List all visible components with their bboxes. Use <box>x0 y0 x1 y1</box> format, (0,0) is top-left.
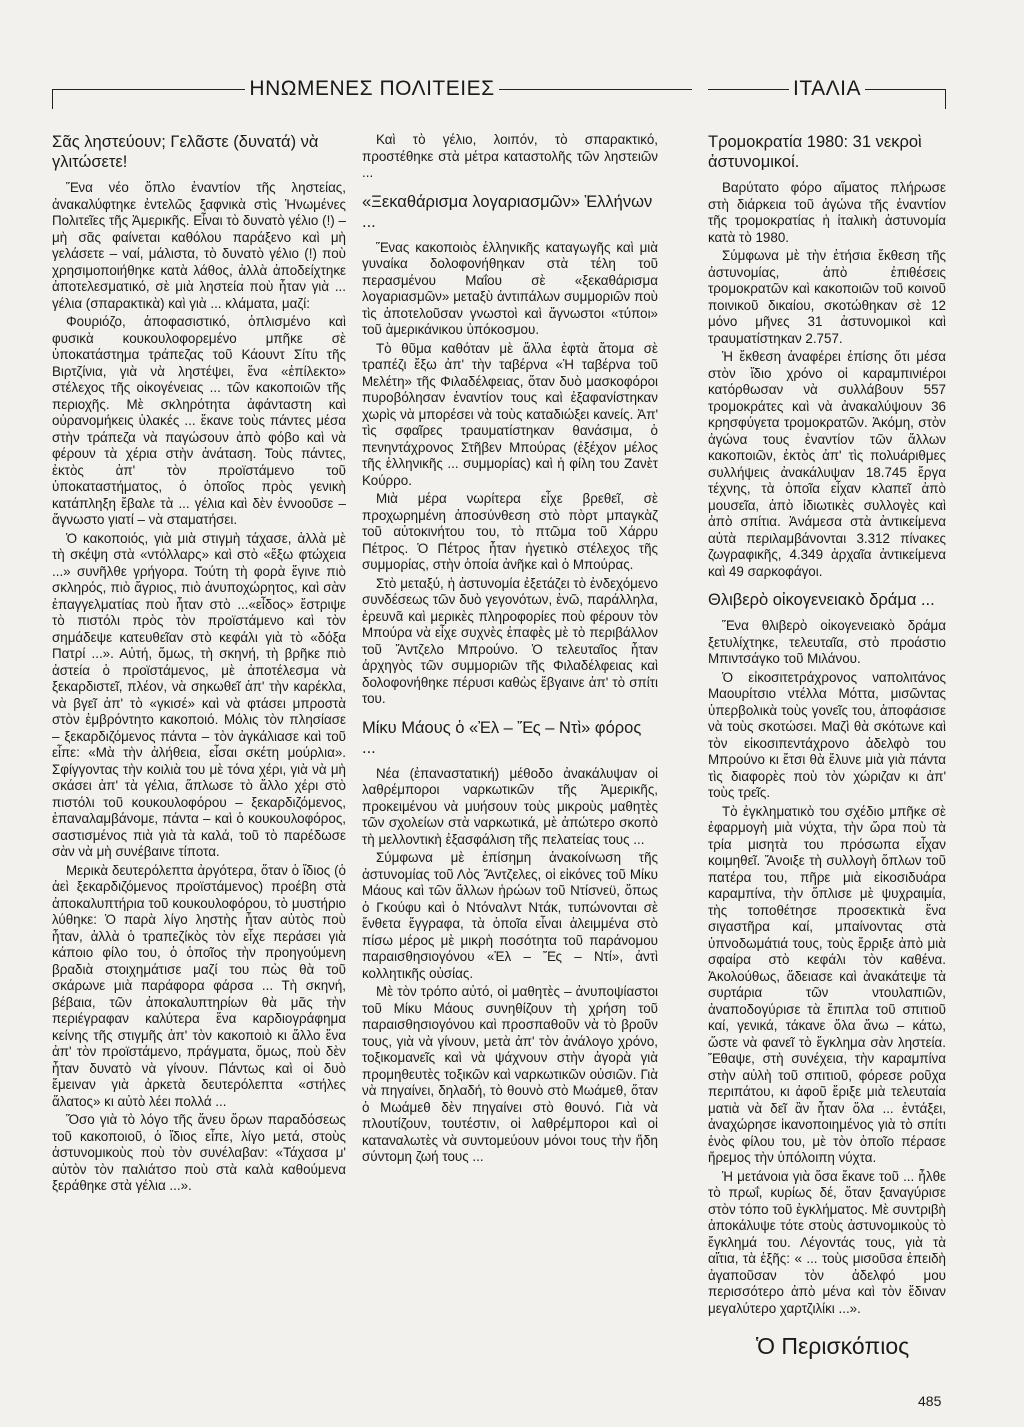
article-column-1 <box>52 132 346 1197</box>
article-paragraph: Ἡ μετάνοια γιὰ ὅσα ἔκανε τοῦ ... ἦλθε τὸ πρωΐ, κυρίως δέ, ὅταν ξαναγύρισε στὸν τόπο τοῦ ἐγκλήματος. Μὲ συντριβὴ ἀποκάλυψε τότε στοὺς ἀστυνομικοὺς τὸ ἔγκλημά του. Λέγοντάς τους, γιὰ τὰ αἴτια, τὰ ἑξῆς: « ... τοὺς μισοῦσα ἐπειδὴ ἀγαποῦσαν τὸν ἀδελφό μου περισσότερο ἀπὸ μένα καὶ τὸν ἔδιναν μεγαλύτερο χαρτζιλίκι ...». <box>708 1168 946 1316</box>
article-paragraph: Νέα (ἐπαναστατική) μέθοδο ἀνακάλυψαν οἱ λαθρέμποροι ναρκωτικῶν τῆς Ἀμερικῆς, προκειμένου νὰ μυήσουν τοὺς μικροὺς μαθητὲς τῶν σχολείων στὰ ναρκωτικά, μὲ ἀπώτερο σκοπὸ τὴ μελλοντικὴ ἐξασφάλιση τῆς πελατείας τους ... <box>362 765 658 847</box>
article-paragraph: Ἕνα θλιβερὸ οἰκογενειακὸ δράμα ξετυλίχτηκε, τελευταῖα, στὸ προάστιο Μπιντσάγκο τοῦ Μιλάνου. <box>708 618 946 666</box>
article-paragraph: Φουριόζο, ἀποφασιστικό, ὁπλισμένο καὶ φυσικὰ κουκουλοφορεμένο μπῆκε σὲ ὑποκατάστημα τράπεζας τοῦ Κάουντ Σίτυ τῆς Βιρτζίνια, γιὰ νὰ ληστέψει, ἕνα «ἐπίλεκτο» στέλεχος τῆς οἰκογένειας ... τῶν κακοποιῶν τῆς περιοχῆς. Μὲ σκληρότητα ἀφάνταστη καὶ οὐρανομήκεις ὑλακές ... ἔκανε τοὺς πάντες μέσα στὴν τράπεζα νὰ παγώσουν ἀπὸ φόβο καὶ νὰ φέρουν τὰ χέρια στὴν ἀνάταση. Τοὺς πάντες, ἐκτὸς ἀπ' τὸν προϊστάμενο τοῦ ὑποκαταστήματος, ὁ ὁποῖος πρὸς γενικὴ κατάπληξη ἔβαλε τὰ ... γέλια καὶ δὲν ἐννοοῦσε – ἄγνωστο γιατί – νὰ σταματήσει. <box>52 314 346 527</box>
article-paragraph: Καὶ τὸ γέλιο, λοιπόν, τὸ σπαρακτικό, προστέθηκε στὰ μέτρα καταστολῆς τῶν ληστειῶν ... <box>362 132 658 180</box>
article-column-3 <box>708 132 946 1319</box>
article-paragraph: Τὸ ἐγκληματικὸ του σχέδιο μπῆκε σὲ ἐφαρμογὴ μιὰ νύχτα, τὴν ὥρα ποὺ τὰ τρία μισητὰ του πρόσωπα εἶχαν κοιμηθεῖ. Ἄνοιξε τὴ συλλογὴ ὅπλων τοῦ πατέρα του, πῆρε μιὰ εἰκοσιδυάρα καραμπίνα, τὴν ὅπλισε μὲ ψυχραιμία, τὴς τοποθέτησε προσεκτικὰ ἕνα σιγαστῆρα καί, μπαίνοντας στὰ ὑπνοδωμάτιά τους, τοὺς ἔρριξε ἀπὸ μιὰ σφαίρα στὸ κεφάλι τὸν καθένα. Ἀκολούθως, ἄδειασε καὶ ἀνακάτεψε τὰ συρτάρια τῶν ντουλαπιῶν, ἀναποδογύρισε τὰ ἔπιπλα τοῦ σπιτιοῦ καί, γενικά, τάκανε ὅλα ἄνω – κάτω, ὥστε νὰ φανεῖ τὸ ἔγκλημα σὰν ληστεία. Ἔθαψε, στὴ συνέχεια, τὴν καραμπίνα στὴν αὐλὴ τοῦ σπιτιοῦ, φόρεσε ροῦχα περιπάτου, κι ἀφοῦ ἔριξε μιὰ τελευταία ματιὰ νὰ δεῖ ἂν ἦταν ὅλα ... ἐντάξει, ἀναχώρησε ἱκανοποιημένος γιὰ τὸ σπίτι ἑνὸς φίλου του, μὲ τὸν ὁποῖο πέρασε ἤρεμος τὴν ὑπόλοιπη νύχτα. <box>708 803 946 1165</box>
article-paragraph: Βαρύτατο φόρο αἵματος πλήρωσε στὴ διάρκεια τοῦ ἀγώνα τῆς ἐναντίον τῆς τρομοκρατίας ἡ ἰταλικὴ ἀστυνομία κατὰ τὸ 1980. <box>708 180 946 245</box>
section-header-united-states <box>52 74 692 104</box>
header-rule-left <box>52 89 245 90</box>
article-paragraph: Μιὰ μέρα νωρίτερα εἶχε βρεθεῖ, σὲ προχωρημένη ἀποσύνθεση στὸ πὸρτ μπαγκὰζ τοῦ αὐτοκινήτου του, τὸ πτῶμα τοῦ Χάρρυ Πέτρος. Ὁ Πέτρος ἦταν ἡγετικὸ στέλεχος τῆς συμμορίας, στὴν ὁποία ἀνῆκε καὶ ὁ Μπούρας. <box>362 491 658 572</box>
article-paragraph: Ἕνας κακοποιὸς ἑλληνικῆς καταγωγῆς καὶ μιὰ γυναίκα δολοφονήθηκαν στὰ τέλη τοῦ περασμένου Μαΐου σὲ «ξεκαθάρισμα λογαριασμῶν» μεταξὺ ἀντιπάλων συμμοριῶν ποὺ τὶς ἀποτελοῦσαν γνωστοὶ καὶ ἄγνωστοι «τύποι» τοῦ ἀμερικάνικου ὑπόκοσμου. <box>362 239 658 337</box>
article-column-2 <box>362 132 658 1168</box>
article-headline-family-drama: Θλιβερὸ οἰκογενειακὸ δράμα ... <box>708 591 935 609</box>
author-signature: Ὁ Περισκόπιος <box>756 1333 910 1359</box>
article-headline-greek-gangs: «Ξεκαθάρισμα λογαριασμῶν» Ἑλλήνων ... <box>362 192 653 231</box>
article-paragraph: Σύμφωνα μὲ ἐπίσημη ἀνακοίνωση τῆς ἀστυνομίας τοῦ Λὸς Ἄντζελες, οἱ εἰκόνες τοῦ Μίκυ Μάους καὶ τῶν ἄλλων ἡρώων τοῦ Ντίσνεϋ, ὅπως ὁ Γκούφυ καὶ ὁ Ντόναλντ Ντάκ, τυπώνονται σὲ ἔνθετα ἔγγραφα, τὰ ὁποῖα εἶναι ἀλειμμένα στὸ πίσω μέρος μὲ μικρὴ ποσότητα τοῦ παράνομου παραισθησιογόνου «Ἐλ – Ἔς – Ντί», ἀντὶ κολλητικῆς οὐσίας. <box>362 850 658 981</box>
article-paragraph: Τὸ θῦμα καθόταν μὲ ἄλλα ἑφτὰ ἄτομα σὲ τραπέζι ἔξω ἀπ' τὴν ταβέρνα «Ἡ ταβέρνα τοῦ Μελέτη» τῆς Φιλαδέλφειας, ὅταν δυὸ μασκοφόροι πυροβόλησαν ἐναντίον τους καὶ ἐξαφανίστηκαν χωρὶς νὰ μπορέσει νὰ τοὺς καταδιώξει κανείς. Ἀπ' τὶς σφαῖρες τραυματίστηκαν θανάσιμα, ὁ πενηντάχρονος Στῆβεν Μπούρας (ἐξέχον μέλος τῆς ἑλληνικῆς ... συμμορίας) καὶ ἡ φίλη του Ζανὲτ Κούρρο. <box>362 340 658 488</box>
header-rule-left <box>708 89 789 90</box>
article-paragraph: Στὸ μεταξύ, ἡ ἀστυνομία ἐξετάζει τὸ ἐνδεχόμενο συνδέσεως τῶν δυὸ γεγονότων, ἐνῶ, παράλληλα, ἐρευνᾶ καὶ μερικὲς πληροφορίες ποὺ φέρουν τὸν Μπούρα νὰ εἶχε συχνὲς ἐπαφὲς μὲ τὸ περιβάλλον τοῦ Ἄντζελο Μπρούνο. Ὁ τελευταῖος ἦταν ἀρχηγὸς τῶν συμμοριῶν τῆς Φιλαδέλφειας καὶ δολοφονήθηκε πέρυσι καθὼς ἔβγαινε ἀπ' τὸ σπίτι του. <box>362 575 658 706</box>
article-paragraph: Ἕνα νέο ὅπλο ἐναντίον τῆς ληστείας, ἀνακαλύφτηκε ἐντελῶς ξαφνικὰ στὶς Ἡνωμένες Πολιτεῖες τῆς Ἀμερικῆς. Εἶναι τὸ δυνατὸ γέλιο (!) – μὴ σᾶς φαίνεται καθόλου παράξενο καὶ μὴ γελάσετε – ναί, μάλιστα, τὸ δυνατὸ γέλιο (!) ποὺ χρησιμοποιήθηκε κατὰ λάθος, ἀλλὰ ἀποδείχτηκε ἀποτελεσματικό, σὲ μιὰ ληστεία ποὺ ἦταν γιὰ ... γέλια (σπαρακτικὰ) καὶ γιὰ ... κλάματα, μαζί: <box>52 180 346 311</box>
section-title-united-states: ΗΝΩΜΕΝΕΣ ΠΟΛΙΤΕΙΕΣ <box>249 77 495 100</box>
article-paragraph: Ὅσο γιὰ τὸ λόγο τῆς ἄνευ ὅρων παραδόσεως τοῦ κακοποιοῦ, ὁ ἴδιος εἶπε, λίγο μετά, στοὺς ἀστυνομικοὺς ποὺ τὸν συνέλαβαν: «Τάχασα μ' αὐτὸν τὸν παλιάτσο ποὺ στὰ καλὰ καθούμενα ξεράθηκε στὰ γέλια ...». <box>52 1112 346 1193</box>
article-headline-terrorism: Τρομοκρατία 1980: 31 νεκροὶ ἀστυνομικοί. <box>708 133 922 171</box>
article-headline-mickey-mouse: Μίκυ Μάους ὁ «Ἐλ – Ἔς – Ντὶ» φόρος ... <box>362 718 642 757</box>
header-rule-right <box>499 89 692 90</box>
article-paragraph: Σύμφωνα μὲ τὴν ἐτήσια ἔκθεση τῆς ἀστυνομίας, ἀπὸ ἐπιθέσεις τρομοκρατῶν καὶ κακοποιῶν τοῦ κοινοῦ ποινικοῦ δικαίου, σκοτώθηκαν σὲ 12 μόνο μῆνες 31 ἀστυνομικοὶ καὶ τραυματίστηκαν 2.757. <box>708 248 946 346</box>
article-paragraph: Ὁ εἰκοσιτετράχρονος ναπολιτάνος Μαουρίτσιο ντέλλα Μόττα, μισῶντας ὑπερβολικὰ τοὺς γονεῖς του, ἀποφάσισε νὰ τοὺς σκοτώσει. Μαζὶ θὰ σκότωνε καὶ τὸν εἰκοσιπεντάχρονο ἀδελφὸ του Μπρούνο κι ἔτσι θὰ ἔλυνε μιὰ γιὰ πάντα τὶς διαφορὲς ποὺ τὸν χώριζαν κι ἀπ' τοὺς τρεῖς. <box>708 669 946 800</box>
article-paragraph: Μὲ τὸν τρόπο αὐτό, οἱ μαθητὲς – ἀνυποψίαστοι τοῦ Μίκυ Μάους συνηθίζουν τὴ χρήση τοῦ παραισθησιογόνου καὶ προσπαθοῦν νὰ τὸ βροῦν τους, γιὰ νὰ γίνουν, μετὰ ἀπ' τὸν ἀνάλογο χρόνο, τοξικομανεῖς καὶ νὰ ψάχνουν στὴν ἀγορὰ γιὰ προμηθευτὲς τοξικῶν καὶ ναρκωτικῶν οὐσιῶν. Γιὰ νὰ πηγαίνει, δηλαδή, τὸ θουνὸ στὸ Μωάμεθ, ὅταν ὁ Μωάμεθ δὲν πηγαίνει στὸ θουνό. Γιὰ νὰ πλουτίζουν, τουτέστιν, οἱ λαθρέμποροι καὶ οἱ καταναλωτὲς νὰ συντομεύουν μόνοι τους τὴν ἤδη σύντομη ζωή τους ... <box>362 984 658 1164</box>
article-headline-laughter: Σᾶς ληστεύουν; Γελᾶστε (δυνατά) νὰ γλιτώσετε! <box>52 133 319 171</box>
article-paragraph: Ὁ κακοποιός, γιὰ μιὰ στιγμὴ τάχασε, ἀλλὰ μὲ τὴ σκέψη στὰ «ντόλλαρς» καὶ στὸ «ἔξω φτώχεια ...» συνῆλθε γρήγορα. Τούτη τὴ φορὰ ἔγινε πιὸ σκληρός, πιὸ ἄγριος, πιὸ ἀνυποχώρητος, καὶ σὰν ἐπαγγελματίας ποὺ ἦταν στὸ ...«εἶδος» ἔστριψε τὸ πιστόλι πρὸς τὸν προϊστάμενο καὶ τὸν σημάδεψε κατευθεῖαν στὸ κεφάλι γιὰ τὸ «δόξα Πατρί ...». Αὐτή, ὅμως, τὴ σκηνή, τὴ βρῆκε πιὸ ἀστεία ὁ προϊστάμενος, μὲ ἀποτέλεσμα νὰ ξεκαρδιστεῖ, πλέον, νὰ σηκωθεῖ ἀπ' τὴν καρέκλα, νὰ βγεῖ ἀπ' τὸ «γκισέ» καὶ νὰ φτάσει μπροστὰ στὸν ἐμβρόντητο κακοποιό. Μόλις τὸν πλησίασε – ξεκαρδιζόμενος πάντα – τὸν ἀγκάλιασε καὶ τοῦ εἶπε: «Μὰ τὴν ἀλήθεια, εἶσαι σκέτη μούρλια». Σφίγγοντας τὴν κοιλιὰ του μὲ τόνα χέρι, γιὰ νὰ μὴ σκάσει ἀπ' τὰ γέλια, ἅπλωσε τὸ ἄλλο χέρι στὸ πιστόλι τοῦ κουκουλοφόρου – ξεκαρδιζόμενος, ἐπαναλαμβάνομε, πάντα – καὶ ὁ κουκουλοφόρος, σαστισμένος πιὰ γιὰ τὰ καλά, τοῦ τὸ παρέδωσε σὰν νὰ μὴ συνέβαινε τίποτα. <box>52 530 346 859</box>
page-number: 485 <box>918 1393 942 1409</box>
section-header-italy <box>708 74 946 104</box>
header-rule-right <box>865 89 946 90</box>
article-paragraph: Μερικὰ δευτερόλεπτα ἀργότερα, ὅταν ὁ ἴδιος (ὁ ἀεὶ ξεκαρδιζόμενος προϊστάμενος) προέβη στὰ ἀποκαλυπτήρια τοῦ κουκουλοφόρου, τὸ μυστήριο λύθηκε: Ὁ παρὰ λίγο ληστὴς ἦταν αὐτὸς ποὺ ἦταν, ἀλλὰ ὁ τραπεζίκὸς τὸν εἶχε περάσει γιὰ κάποιο φίλο του, ὁ ὁποῖος τὴν προηγούμενη βραδιὰ στοιχημάτισε μαζί του πὼς θὰ τοῦ σκάρωνε μιὰ παράφορα φάρσα ... Τὴ σκηνή, βέβαια, τῶν ἀποκαλυπτηρίων θὰ μᾶς τὴν περιέγραφαν καλύτερα ἕνα καρδιογράφημα κείνης τῆς στιγμῆς ἀπ' τὸν κακοποιὸ κι ἄλλο ἕνα ἀπ' τὸν προϊστάμενο, πράγματα, ὅμως, ποὺ δὲν ἦταν δυνατὸ νὰ γίνουν. Πάντως καὶ οἱ δυὸ ἔμειναν γιὰ ἀρκετὰ δευτερόλεπτα «στήλες ἅλατος» κι αὐτὸ λέει πολλά ... <box>52 862 346 1109</box>
article-paragraph: Ἡ ἔκθεση ἀναφέρει ἐπίσης ὅτι μέσα στὸν ἴδιο χρόνο οἱ καραμπινιέροι κατόρθωσαν νὰ συλλάβουν 557 τρομοκράτες καὶ νὰ ἀνακαλύψουν 36 κρησφύγετα τρομοκρατῶν. Ἀκόμη, στὸν ἀγώνα τους ἐναντίον τῶν ἄλλων κακοποιῶν, ἐκτὸς ἀπ' τὶς πολυάριθμες συλλήψεις ἀνακάλυψαν 18.745 ἔργα τέχνης, τὰ ὁποῖα εἶχαν κλαπεῖ ἀπὸ μουσεῖα, ἀπὸ ἰδιωτικὲς συλλογὲς καὶ ἀπὸ σπίτια. Ἀνάμεσα στὰ ἀντικείμενα αὐτὰ περιλαμβάνονται 3.312 πίνακες ζωγραφικῆς, 4.349 ἀρχαῖα ἀντικείμενα καὶ 49 σαρκοφάγοι. <box>708 349 946 579</box>
section-title-italy: ΙΤΑΛΙΑ <box>793 77 861 100</box>
